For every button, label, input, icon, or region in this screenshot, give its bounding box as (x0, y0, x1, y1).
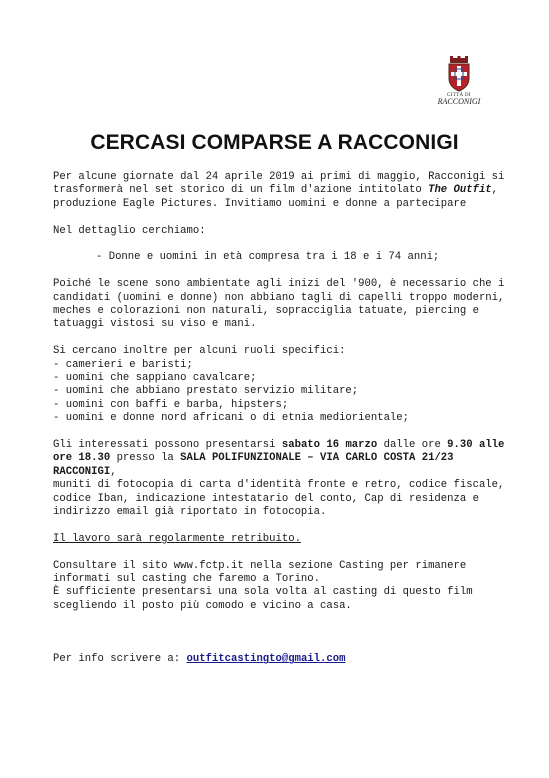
contact-email-link[interactable]: outfitcastingto@gmail.com (186, 653, 346, 666)
age-requirement: - Donne e uomini in età compresa tra i 18 e i 74 anni; (96, 251, 440, 264)
website-info: Consultare il sito www.fctp.it nella sezione Casting per rimanere informati sul casting che faremo a Torino. (53, 559, 467, 586)
roles-heading: Si cercano inoltre per alcuni ruoli specifici: (53, 345, 346, 358)
period-requirements: Poiché le scene sono ambientate agli inizi del '900, è necessario che i candidati (uomini e donne) non abbiano tagli di capelli troppo moderni, meches e colorazioni non naturali, sopracciglia tatuate, piercing e tatuaggi vistosi su viso e mani. (53, 278, 505, 331)
film-title: The Outfit (428, 184, 492, 197)
casting-text-4: , (110, 465, 117, 478)
intro-text-1: Per alcune giornate dal 24 aprile 2019 ai primi di maggio, Racconigi si trasformerà nel set storico di un film d'azione intitolato (53, 171, 505, 197)
role-item: - uomini con baffi e barba, hipsters; (53, 398, 289, 411)
casting-date: sabato 16 marzo (281, 439, 378, 452)
coat-of-arms-icon (445, 56, 473, 92)
single-visit-note: È sufficiente presentarsi una sola volta al casting di questo film scegliendo il posto più comodo e vicino a casa. (53, 586, 473, 612)
intro-paragraph (53, 171, 523, 211)
casting-text-2: dalle ore (377, 439, 448, 452)
document-body (53, 171, 523, 667)
logo-city-name: RACCONIGI (437, 97, 481, 106)
casting-text-1: Gli interessati possono presentarsi (53, 439, 282, 452)
role-item: - uomini che abbiano prestato servizio militare; (53, 385, 359, 398)
paid-note: Il lavoro sarà regolarmente retribuito. (53, 532, 301, 545)
contact-label: Per info scrivere a: (53, 653, 187, 666)
role-item: - uomini e donne nord africani o di etnia mediorientale; (53, 412, 410, 425)
casting-paragraph (53, 439, 523, 479)
casting-venue: SALA POLIFUNZIONALE – VIA CARLO COSTA 21/23 RACCONIGI (53, 452, 454, 478)
page-title: CERCASI COMPARSE A RACCONIGI (90, 131, 459, 154)
casting-text-3: presso la (110, 452, 181, 465)
role-item: - camerieri e baristi; (53, 358, 193, 371)
logo-city-of: CITTÀ DI (447, 93, 471, 98)
intro-text-2: , produzione Eagle Pictures. Invitiamo uomini e donne a partecipare (53, 184, 499, 210)
city-logo (424, 56, 494, 116)
required-documents: muniti di fotocopia di carta d'identità fronte e retro, codice fiscale, codice Iban, indicazione intestatario del conto, Cap di residenza e indirizzo email già riportato in fotocopia. (53, 479, 505, 519)
role-item: - uomini che sappiano cavalcare; (53, 372, 257, 385)
detail-heading: Nel dettaglio cerchiamo: (53, 224, 206, 237)
casting-hours: 9.30 alle ore 18.30 (53, 439, 505, 465)
contact-line (53, 653, 523, 666)
